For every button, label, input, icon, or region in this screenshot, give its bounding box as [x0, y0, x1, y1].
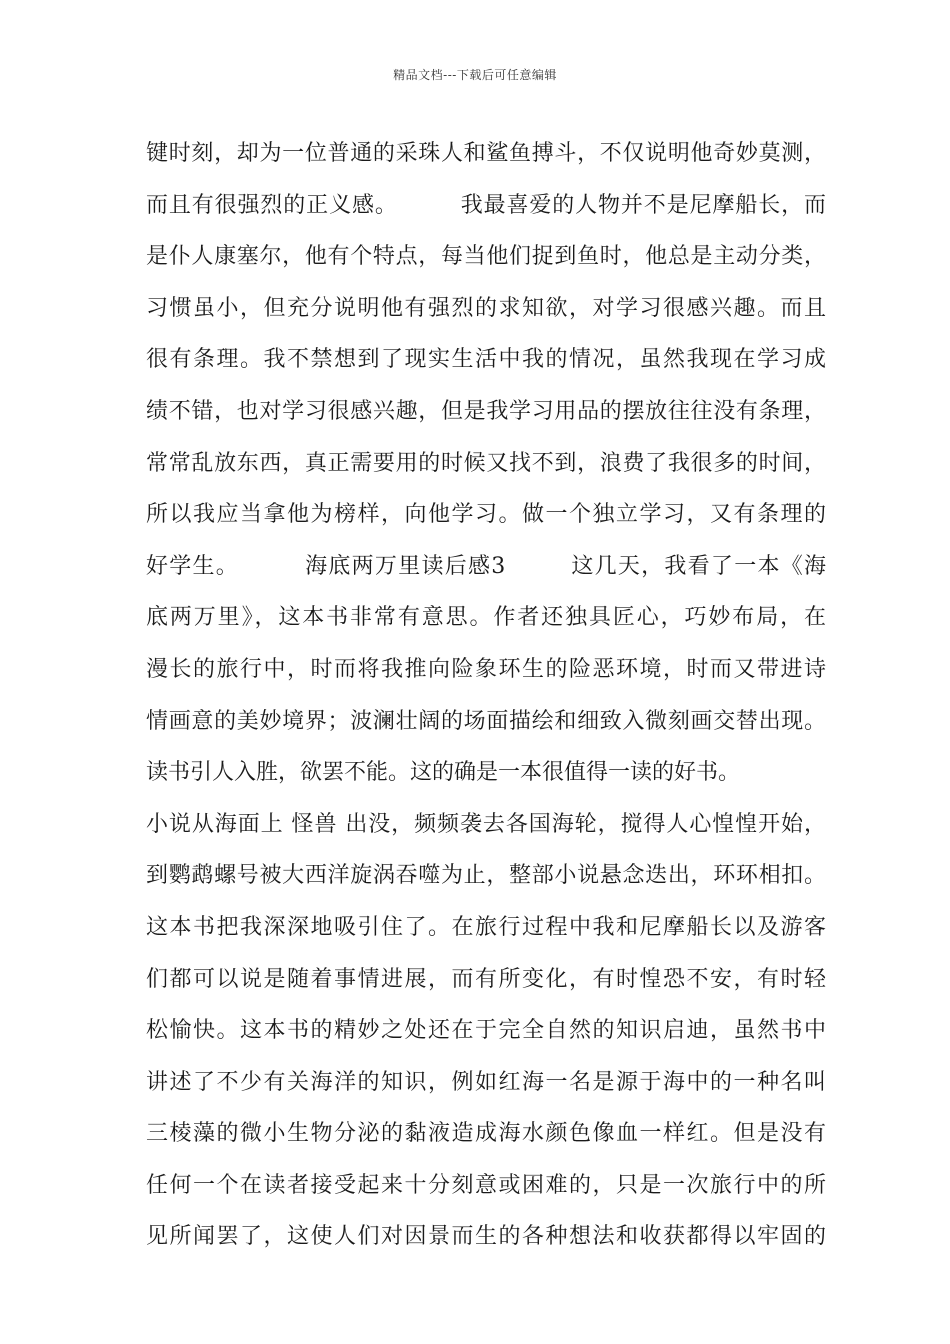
body-text: [146, 128, 826, 1263]
text-line: 很有条理。我不禁想到了现实生活中我的情况，虽然我现在学习成: [146, 347, 826, 373]
text-line: 习惯虽小，但充分说明他有强烈的求知欲，对学习很感兴趣。而且: [146, 295, 826, 321]
text-line: 好学生。 海底两万里读后感3 这几天，我看了一本《海: [146, 553, 826, 579]
text-line: 底两万里》，这本书非常有意思。作者还独具匠心，巧妙布局，在: [146, 605, 826, 631]
text-line: 这本书把我深深地吸引住了。在旅行过程中我和尼摩船长以及游客: [146, 914, 826, 940]
text-line: 小说从海面上 怪兽 出没，频频袭去各国海轮，搅得人心惶惶开始，: [146, 811, 826, 837]
text-line: 三棱藻的微小生物分泌的黏液造成海水颜色像血一样红。但是没有: [146, 1121, 826, 1147]
text-line: 松愉快。这本书的精妙之处还在于完全自然的知识启迪，虽然书中: [146, 1018, 826, 1044]
text-line: 们都可以说是随着事情进展，而有所变化，有时惶恐不安，有时轻: [146, 966, 826, 992]
text-line: 键时刻，却为一位普通的采珠人和鲨鱼搏斗，不仅说明他奇妙莫测，: [146, 141, 826, 166]
text-line: 见所闻罢了，这使人们对因景而生的各种想法和收获都得以牢固的: [146, 1224, 826, 1250]
text-line: 是仆人康塞尔，他有个特点，每当他们捉到鱼时，他总是主动分类，: [146, 244, 826, 270]
text-line: 而且有很强烈的正义感。 我最喜爱的人物并不是尼摩船长，而: [146, 192, 826, 218]
text-line: 绩不错，也对学习很感兴趣，但是我学习用品的摆放往往没有条理，: [146, 398, 826, 424]
text-line: 任何一个在读者接受起来十分刻意或困难的，只是一次旅行中的所: [146, 1172, 826, 1198]
text-line: 读书引人入胜，欲罢不能。这的确是一本很值得一读的好书。: [146, 760, 741, 786]
text-line: 常常乱放东西，真正需要用的时候又找不到，浪费了我很多的时间，: [146, 450, 826, 476]
text-line: 情画意的美妙境界；波澜壮阔的场面描绘和细致入微刻画交替出现。: [146, 708, 826, 734]
text-line: 到鹦鹉螺号被大西洋旋涡吞噬为止，整部小说悬念迭出，环环相扣。: [146, 863, 826, 889]
page-header: 精品文档---下载后可任意编辑: [393, 68, 557, 82]
text-line: 所以我应当拿他为榜样，向他学习。做一个独立学习，又有条理的: [146, 502, 826, 528]
text-line: 漫长的旅行中，时而将我推向险象环生的险恶环境，时而又带进诗: [146, 656, 826, 682]
text-line: 讲述了不少有关海洋的知识，例如红海一名是源于海中的一种名叫: [146, 1069, 826, 1095]
